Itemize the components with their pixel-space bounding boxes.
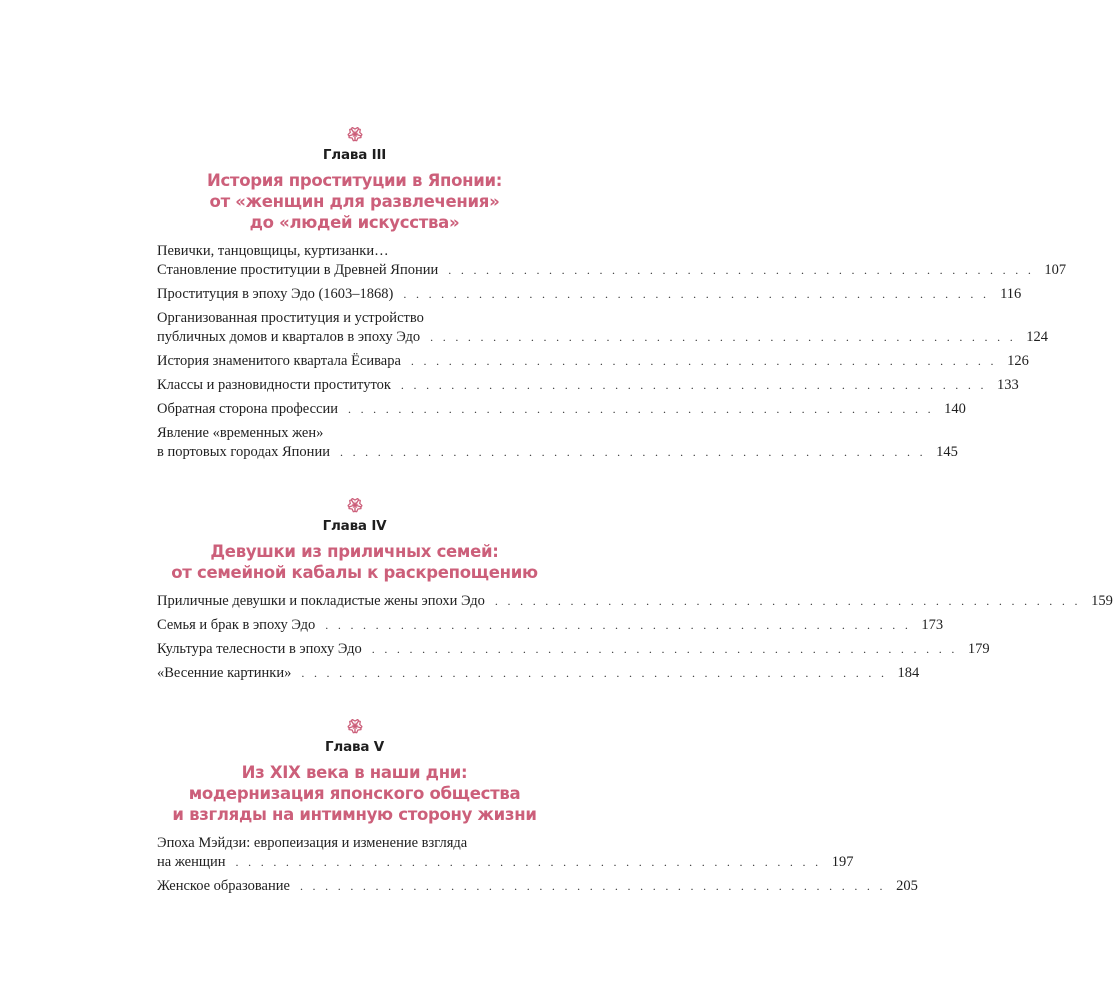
chapter-title (157, 170, 552, 233)
chapter-label: Глава IV (322, 518, 387, 534)
chapter-title-line: до «людей искусства» (249, 213, 460, 232)
chapter-title (157, 541, 552, 583)
page-number: 116 (1000, 286, 1022, 302)
toc-entry-text: Явление «временных жен» (157, 425, 324, 441)
toc-entries (157, 242, 1067, 462)
page-number: 184 (897, 665, 920, 681)
toc-entry-line (157, 834, 552, 853)
dot-leader: . . . . . . . . . . . . . . . . . . . . . . . . . . . . . . . . . . . . . . . . . . . . . . . (494, 594, 1081, 608)
toc-entry-line (157, 285, 1022, 304)
chapter-title-line: от семейной кабалы к раскрепощению (171, 563, 538, 582)
toc-entry[interactable] (157, 640, 990, 659)
toc-entry-text: Женское образование (157, 878, 290, 894)
chapter-label: Глава III (322, 147, 387, 163)
dot-leader: . . . . . . . . . . . . . . . . . . . . . . . . . . . . . . . . . . . . . . . . . . . . . . . (299, 879, 886, 893)
toc-entry[interactable] (157, 376, 1019, 395)
chapter-section (157, 718, 918, 896)
table-of-contents (157, 126, 1113, 901)
toc-entry-line (157, 242, 552, 261)
dot-leader: . . . . . . . . . . . . . . . . . . . . . . . . . . . . . . . . . . . . . . . . . . . . . . . (448, 263, 1035, 277)
toc-entry-line (157, 376, 1019, 395)
toc-entry-text: Певички, танцовщицы, куртизанки… (157, 243, 389, 259)
page-number: 126 (1007, 353, 1029, 369)
chapter-title-line: модернизация японского общества (188, 784, 521, 803)
dot-leader: . . . . . . . . . . . . . . . . . . . . . . . . . . . . . . . . . . . . . . . . . . . . . . . (410, 354, 997, 368)
toc-entry[interactable] (157, 400, 966, 419)
toc-entry-text: Семья и брак в эпоху Эдо (157, 617, 316, 633)
toc-entry[interactable] (157, 877, 918, 896)
sakura-flower-icon (347, 126, 363, 142)
chapter-label: Глава V (324, 739, 384, 755)
page-number: 140 (944, 401, 966, 417)
toc-entries (157, 592, 1113, 683)
toc-entry-text: «Весенние картинки» (157, 665, 292, 681)
toc-entry-line (157, 328, 1049, 347)
toc-entry-line (157, 616, 944, 635)
chapter-title-line: История проституции в Японии: (206, 171, 503, 190)
page-number: 173 (921, 617, 944, 633)
toc-entry-text: на женщин (157, 854, 226, 870)
toc-entry[interactable] (157, 242, 1067, 280)
chapter-title (157, 762, 552, 825)
chapter-title-line: от «женщин для развлечения» (209, 192, 500, 211)
page-number: 205 (896, 878, 918, 894)
sakura-flower-icon (347, 718, 363, 734)
toc-entry-line (157, 592, 1113, 611)
dot-leader: . . . . . . . . . . . . . . . . . . . . . . . . . . . . . . . . . . . . . . . . . . . . . . . (430, 330, 1017, 344)
toc-entry-line (157, 424, 552, 443)
page-number: 159 (1091, 593, 1113, 609)
toc-entry[interactable] (157, 309, 1049, 347)
toc-entries (157, 834, 918, 896)
toc-entry-text: Обратная сторона профессии (157, 401, 338, 417)
toc-entry-text: Культура телесности в эпоху Эдо (157, 641, 362, 657)
toc-entry-line (157, 664, 920, 683)
toc-entry[interactable] (157, 285, 1022, 304)
toc-entry[interactable] (157, 424, 958, 462)
toc-entry-text: Организованная проституция и устройство (157, 310, 424, 326)
dot-leader: . . . . . . . . . . . . . . . . . . . . . . . . . . . . . . . . . . . . . . . . . . . . . . . (325, 618, 912, 632)
dot-leader: . . . . . . . . . . . . . . . . . . . . . . . . . . . . . . . . . . . . . . . . . . . . . . . (235, 855, 822, 869)
chapter-spacer (157, 467, 552, 497)
chapter-section (157, 126, 1067, 462)
page-number: 124 (1026, 329, 1049, 345)
dot-leader: . . . . . . . . . . . . . . . . . . . . . . . . . . . . . . . . . . . . . . . . . . . . . . . (347, 402, 934, 416)
page-number: 179 (967, 641, 990, 657)
page-number: 107 (1044, 262, 1067, 278)
toc-entry-line (157, 443, 958, 462)
toc-entry-line (157, 853, 854, 872)
chapter-title-line: Из XIX века в наши дни: (241, 763, 468, 782)
chapter-section (157, 497, 1113, 683)
toc-entry-line (157, 640, 990, 659)
chapter-title-line: и взгляды на интимную сторону жизни (172, 805, 537, 824)
toc-entry[interactable] (157, 664, 920, 683)
toc-entry[interactable] (157, 352, 1029, 371)
page-number: 197 (831, 854, 854, 870)
toc-entry-text: Проституция в эпоху Эдо (1603–1868) (157, 286, 394, 302)
chapter-title-line: Девушки из приличных семей: (210, 542, 499, 561)
toc-entry-line (157, 877, 918, 896)
toc-entry[interactable] (157, 592, 1113, 611)
toc-entry-text: Эпоха Мэйдзи: европеизация и изменение взгляда (157, 835, 468, 851)
toc-entry[interactable] (157, 616, 944, 635)
chapter-spacer (157, 688, 552, 718)
toc-entry-line (157, 309, 552, 328)
dot-leader: . . . . . . . . . . . . . . . . . . . . . . . . . . . . . . . . . . . . . . . . . . . . . . . (400, 378, 987, 392)
dot-leader: . . . . . . . . . . . . . . . . . . . . . . . . . . . . . . . . . . . . . . . . . . . . . . . (339, 445, 926, 459)
page-number: 145 (936, 444, 958, 460)
sakura-flower-icon (347, 497, 363, 513)
page-number: 133 (997, 377, 1019, 393)
toc-entry-text: История знаменитого квартала Ёсивара (157, 353, 401, 369)
toc-entry[interactable] (157, 834, 854, 872)
toc-entry-text: Приличные девушки и покладистые жены эпохи Эдо (157, 593, 485, 609)
toc-entry-line (157, 261, 1067, 280)
toc-entry-line (157, 400, 966, 419)
dot-leader: . . . . . . . . . . . . . . . . . . . . . . . . . . . . . . . . . . . . . . . . . . . . . . . (301, 666, 888, 680)
dot-leader: . . . . . . . . . . . . . . . . . . . . . . . . . . . . . . . . . . . . . . . . . . . . . . . (371, 642, 958, 656)
dot-leader: . . . . . . . . . . . . . . . . . . . . . . . . . . . . . . . . . . . . . . . . . . . . . . . (403, 287, 990, 301)
toc-entry-text: Классы и разновидности проституток (157, 377, 391, 393)
toc-entry-line (157, 352, 1029, 371)
toc-entry-text: Становление проституции в Древней Японии (157, 262, 439, 278)
toc-entry-text: публичных домов и кварталов в эпоху Эдо (157, 329, 421, 345)
toc-entry-text: в портовых городах Японии (157, 444, 330, 460)
